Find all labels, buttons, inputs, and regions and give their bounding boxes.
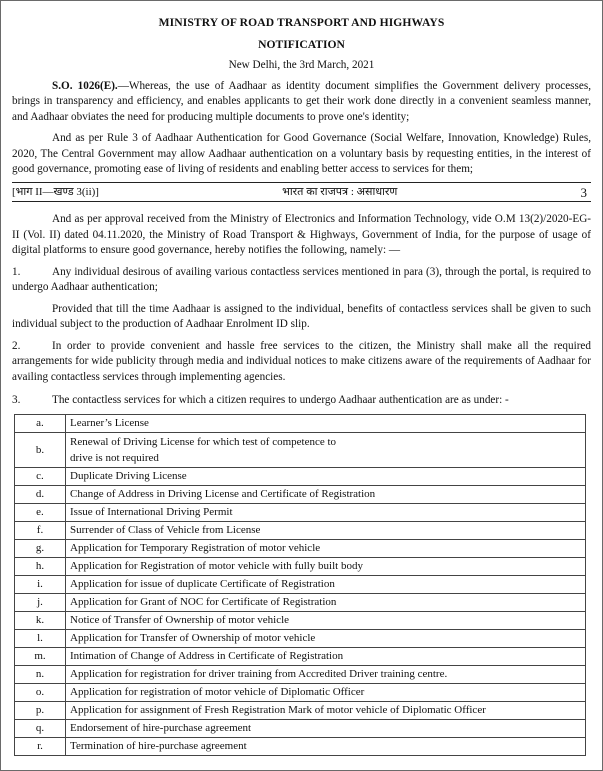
service-name: Application for assignment of Fresh Registration Mark of motor vehicle of Diplomatic Officer [66, 701, 586, 719]
gazette-part: [भाग II—खण्ड 3(ii)] [12, 185, 99, 198]
service-name: Termination of hire-purchase agreement [66, 737, 586, 755]
table-row [15, 539, 586, 557]
service-key: o. [15, 683, 66, 701]
table-row [15, 414, 586, 432]
paragraph-1 [12, 265, 591, 296]
service-name-line: drive is not required [70, 451, 159, 464]
service-key: f. [15, 521, 66, 539]
paragraph-3-number: 3. [12, 394, 21, 406]
paragraph-1-text: Any individual desirous of availing various contactless services mentioned in para (3), through the portal, is required to undergo Aadhaar authentication; [12, 265, 591, 293]
table-row [15, 432, 586, 467]
service-key: c. [15, 467, 66, 485]
paragraph-2-text: In order to provide convenient and hassle free services to the citizen, the Ministry shall make all the required arrangements for wide publicity through media and individual notices to make citizens aware of the requirements of Aadhaar for availing contactless services through implementing agencies. [12, 339, 591, 383]
service-name: Application for Temporary Registration of motor vehicle [66, 539, 586, 557]
service-name: Learner’s License [66, 414, 586, 432]
table-row [15, 629, 586, 647]
table-row [15, 647, 586, 665]
service-name: Notice of Transfer of Ownership of motor vehicle [66, 611, 586, 629]
proviso-paragraph: Provided that till the time Aadhaar is assigned to the individual, benefits of contactless services shall be given to such individual subject to the production of Aadhaar Enrolment ID slip. [12, 302, 591, 330]
service-name: Application for Registration of motor vehicle with fully built body [66, 557, 586, 575]
service-name: Application for Transfer of Ownership of motor vehicle [66, 629, 586, 647]
service-key: d. [15, 485, 66, 503]
table-row [15, 665, 586, 683]
service-name: Change of Address in Driving License and Certificate of Registration [66, 485, 586, 503]
table-row [15, 611, 586, 629]
service-key: k. [15, 611, 66, 629]
service-name: Application for Grant of NOC for Certificate of Registration [66, 593, 586, 611]
service-key: a. [15, 414, 66, 432]
table-row [15, 593, 586, 611]
notification-heading: NOTIFICATION [258, 37, 345, 51]
ministry-heading: MINISTRY OF ROAD TRANSPORT AND HIGHWAYS [158, 16, 445, 29]
service-name: Duplicate Driving License [66, 467, 586, 485]
so-number: S.O. 1026(E). [52, 79, 118, 92]
service-name: Application for registration for driver training from Accredited Driver training centre. [66, 665, 586, 683]
place-date: New Delhi, the 3rd March, 2021 [228, 59, 375, 71]
table-row [15, 485, 586, 503]
service-name: Endorsement of hire-purchase agreement [66, 719, 586, 737]
service-key: b. [15, 432, 66, 467]
table-row [15, 719, 586, 737]
intro-text: —Whereas, the use of Aadhaar as identity document simplifies the Government delivery processes, brings in transparency and efficiency, and enables applicants to get their work done directly in a convenient seamless manner, and Aadhaar obviates the need for producing multiple documents to prove one's identity; [12, 79, 591, 123]
gazette-header-bar [12, 182, 591, 203]
table-row [15, 683, 586, 701]
table-row [15, 701, 586, 719]
table-row [15, 557, 586, 575]
service-name-line: Renewal of Driving License for which test of competence to [70, 435, 337, 448]
table-row [15, 521, 586, 539]
service-key: r. [15, 737, 66, 755]
table-row [15, 503, 586, 521]
approval-paragraph: And as per approval received from the Ministry of Electronics and Information Technology, vide O.M 13(2)/2020-EG-II (Vol. II) dated 04.11.2020, the Ministry of Road Transport & Highways, Government of India, for the purpose of usage of digital platforms to ensure good governance, hereby notifies the following, namely: — [12, 213, 591, 256]
table-row [15, 737, 586, 755]
paragraph-2-number: 2. [12, 339, 21, 352]
services-table [14, 414, 586, 756]
services-table-body [15, 414, 586, 755]
service-name [66, 432, 586, 467]
service-key: j. [15, 593, 66, 611]
rule3-paragraph: And as per Rule 3 of Aadhaar Authentication for Good Governance (Social Welfare, Innovation, Knowledge) Rules, 2020, The Central Government may allow Aadhaar authentication on a voluntary basis by requesting entities, in the interest of good governance, promoting ease of living of residents and enabling better access to services for them; [12, 132, 591, 175]
service-key: l. [15, 629, 66, 647]
paragraph-3-text: The contactless services for which a citizen requires to undergo Aadhaar authentication are as under: - [52, 394, 509, 406]
service-key: q. [15, 719, 66, 737]
service-key: n. [15, 665, 66, 683]
service-key: g. [15, 539, 66, 557]
paragraph-2 [12, 339, 591, 386]
service-key: m. [15, 647, 66, 665]
service-name: Issue of International Driving Permit [66, 503, 586, 521]
page-number: 3 [580, 184, 587, 200]
service-key: p. [15, 701, 66, 719]
service-key: i. [15, 575, 66, 593]
service-name: Surrender of Class of Vehicle from License [66, 521, 586, 539]
service-name: Intimation of Change of Address in Certificate of Registration [66, 647, 586, 665]
paragraph-1-number: 1. [12, 265, 21, 278]
paragraph-3 [12, 393, 591, 409]
intro-paragraph [12, 79, 591, 126]
service-key: h. [15, 557, 66, 575]
table-row [15, 467, 586, 485]
gazette-title: भारत का राजपत्र : असाधारण [282, 185, 398, 198]
service-name: Application for issue of duplicate Certificate of Registration [66, 575, 586, 593]
service-name: Application for registration of motor vehicle of Diplomatic Officer [66, 683, 586, 701]
service-key: e. [15, 503, 66, 521]
table-row [15, 575, 586, 593]
